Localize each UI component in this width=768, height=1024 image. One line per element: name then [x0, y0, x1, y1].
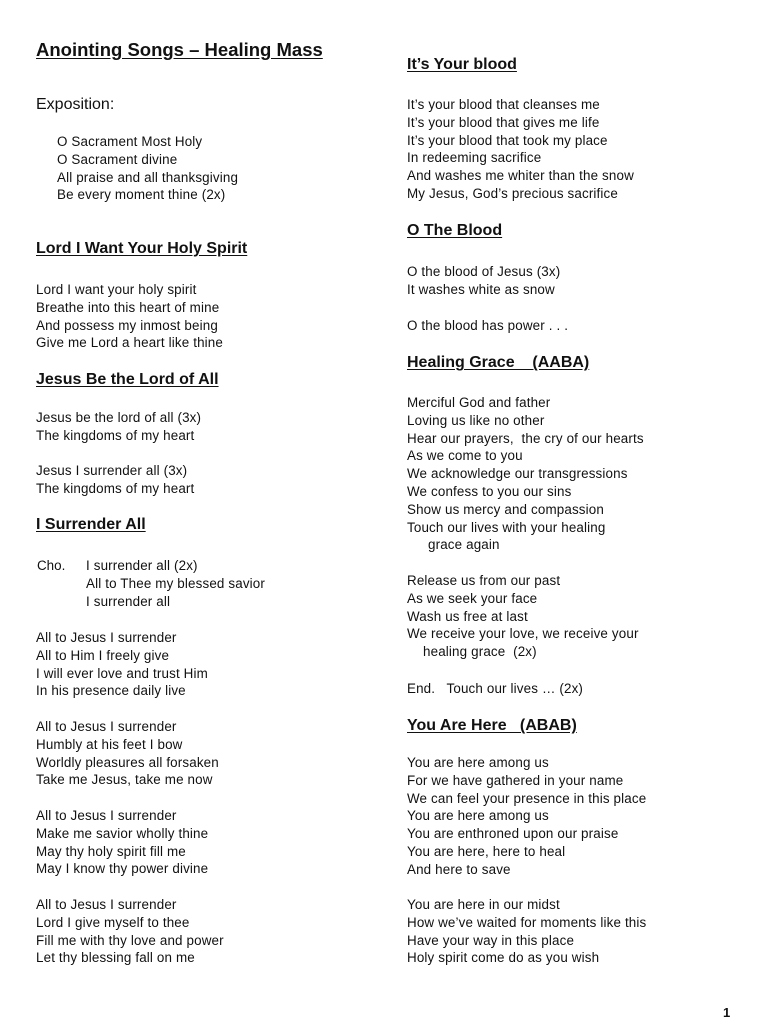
lyric-line: Lord I give myself to thee — [36, 914, 190, 930]
lyric-line: Have your way in this place — [407, 932, 575, 948]
lyric-line: Breathe into this heart of mine — [36, 299, 220, 315]
exposition-lines — [57, 133, 238, 204]
lyric-line: Be every moment thine (2x) — [57, 187, 226, 203]
lyric-line: It washes white as snow — [407, 281, 555, 297]
lyric-line: All to Jesus I surrender — [36, 897, 177, 912]
verse-surrender-4 — [36, 896, 224, 967]
lyric-line: healing grace (2x) — [423, 644, 537, 660]
lyric-line: You are enthroned upon our praise — [407, 826, 619, 842]
lyric-line: In redeeming sacrifice — [407, 150, 542, 166]
lyric-line: Release us from our past — [407, 573, 561, 588]
lyric-line: Give me Lord a heart like thine — [36, 335, 224, 351]
lyric-line: Touch our lives with your healing — [407, 519, 606, 535]
page-title: Anointing Songs – Healing Mass — [36, 39, 323, 60]
verse-o-blood-1 — [407, 263, 560, 299]
lyric-line: I will ever love and trust Him — [36, 665, 208, 681]
lyric-line: How we’ve waited for moments like this — [407, 914, 647, 930]
lyric-line: In his presence daily live — [36, 683, 186, 699]
lyric-line: You are here, here to heal — [407, 843, 566, 859]
lyric-line: Show us mercy and compassion — [407, 501, 604, 517]
lyric-line: I surrender all (2x) — [86, 558, 198, 573]
lyric-line: You are here among us — [407, 808, 549, 824]
lyric-line: Hear our prayers, the cry of our hearts — [407, 430, 644, 446]
lyric-line: Worldly pleasures all forsaken — [36, 754, 219, 770]
lyric-line: The kingdoms of my heart — [36, 480, 195, 496]
lyric-line: And possess my inmost being — [36, 317, 218, 333]
lyric-line: Loving us like no other — [407, 412, 545, 428]
chorus-surrender — [86, 557, 265, 610]
lyric-line: All to Jesus I surrender — [36, 808, 177, 823]
lyric-line: Jesus I surrender all (3x) — [36, 463, 188, 478]
lyric-line: All to Jesus I surrender — [36, 719, 177, 734]
lyric-line: We confess to you our sins — [407, 483, 572, 499]
song-title-you-are-here: You Are Here (ABAB) — [407, 717, 577, 734]
lyric-line: You are here among us — [407, 755, 549, 770]
verse-holy-spirit — [36, 281, 223, 352]
lyric-line: Humbly at his feet I bow — [36, 736, 183, 752]
lyric-line: It’s your blood that gives me life — [407, 114, 600, 130]
lyric-line: We can feel your presence in this place — [407, 790, 647, 806]
lyric-line: All to Jesus I surrender — [36, 630, 177, 645]
verse-surrender-1 — [36, 629, 208, 700]
lyric-line: grace again — [428, 537, 500, 553]
lyric-line: Let thy blessing fall on me — [36, 950, 195, 966]
song-title-holy-spirit: Lord I Want Your Holy Spirit — [36, 240, 248, 257]
verse-o-blood-2 — [407, 317, 568, 335]
lyric-line: May thy holy spirit fill me — [36, 843, 186, 859]
song-title-your-blood: It’s Your blood — [407, 56, 517, 73]
lyric-line: Take me Jesus, take me now — [36, 772, 213, 788]
lyric-line: All to Him I freely give — [36, 647, 170, 663]
lyric-line: O the blood of Jesus (3x) — [407, 264, 561, 279]
verse-jesus-lord-2 — [36, 462, 194, 498]
lyric-line: Fill me with thy love and power — [36, 932, 224, 948]
song-title-jesus-lord: Jesus Be the Lord of All — [36, 371, 219, 388]
lyric-line: The kingdoms of my heart — [36, 427, 195, 443]
verse-healing-grace-1 — [407, 394, 644, 554]
lyric-line: For we have gathered in your name — [407, 772, 624, 788]
lyric-line: I surrender all — [86, 593, 171, 609]
verse-healing-grace-2 — [407, 572, 639, 661]
lyric-line: Merciful God and father — [407, 395, 551, 410]
lyric-line: O Sacrament divine — [57, 151, 178, 167]
exposition-label: Exposition: — [36, 96, 115, 113]
lyric-line: And washes me whiter than the snow — [407, 168, 634, 184]
lyric-line: And here to save — [407, 861, 511, 877]
lyric-line: May I know thy power divine — [36, 861, 209, 877]
lyric-line: My Jesus, God’s precious sacrifice — [407, 185, 618, 201]
lyric-line: Holy spirit come do as you wish — [407, 950, 600, 966]
song-title-surrender: I Surrender All — [36, 516, 146, 533]
song-title-o-blood: O The Blood — [407, 222, 503, 239]
lyric-line: Jesus be the lord of all (3x) — [36, 410, 202, 425]
lyric-line: It’s your blood that cleanses me — [407, 97, 600, 112]
verse-surrender-3 — [36, 807, 208, 878]
lyric-line: O the blood has power . . . — [407, 318, 569, 333]
lyric-line: Make me savior wholly thine — [36, 825, 209, 841]
lyric-line: You are here in our midst — [407, 897, 560, 912]
page-number: 1 — [723, 1005, 731, 1020]
lyric-line: O Sacrament Most Holy — [57, 134, 203, 149]
lyric-line: All praise and all thanksgiving — [57, 169, 239, 185]
lyric-line: We receive your love, we receive your — [407, 626, 639, 642]
healing-grace-end: End. Touch our lives … (2x) — [407, 681, 584, 696]
lyric-line: As we come to you — [407, 448, 523, 464]
verse-you-are-here-1 — [407, 754, 646, 879]
lyric-line: Wash us free at last — [407, 608, 528, 624]
lyric-line: It’s your blood that took my place — [407, 132, 608, 148]
verse-surrender-2 — [36, 718, 219, 789]
verse-you-are-here-2 — [407, 896, 646, 967]
chorus-label: Cho. — [37, 558, 66, 573]
verse-your-blood — [407, 96, 634, 203]
lyric-line: Lord I want your holy spirit — [36, 282, 197, 297]
lyric-line: We acknowledge our transgressions — [407, 466, 628, 482]
lyric-line: As we seek your face — [407, 590, 538, 606]
verse-jesus-lord-1 — [36, 409, 201, 445]
song-title-healing-grace: Healing Grace (AABA) — [407, 354, 590, 371]
lyric-line: All to Thee my blessed savior — [86, 575, 266, 591]
